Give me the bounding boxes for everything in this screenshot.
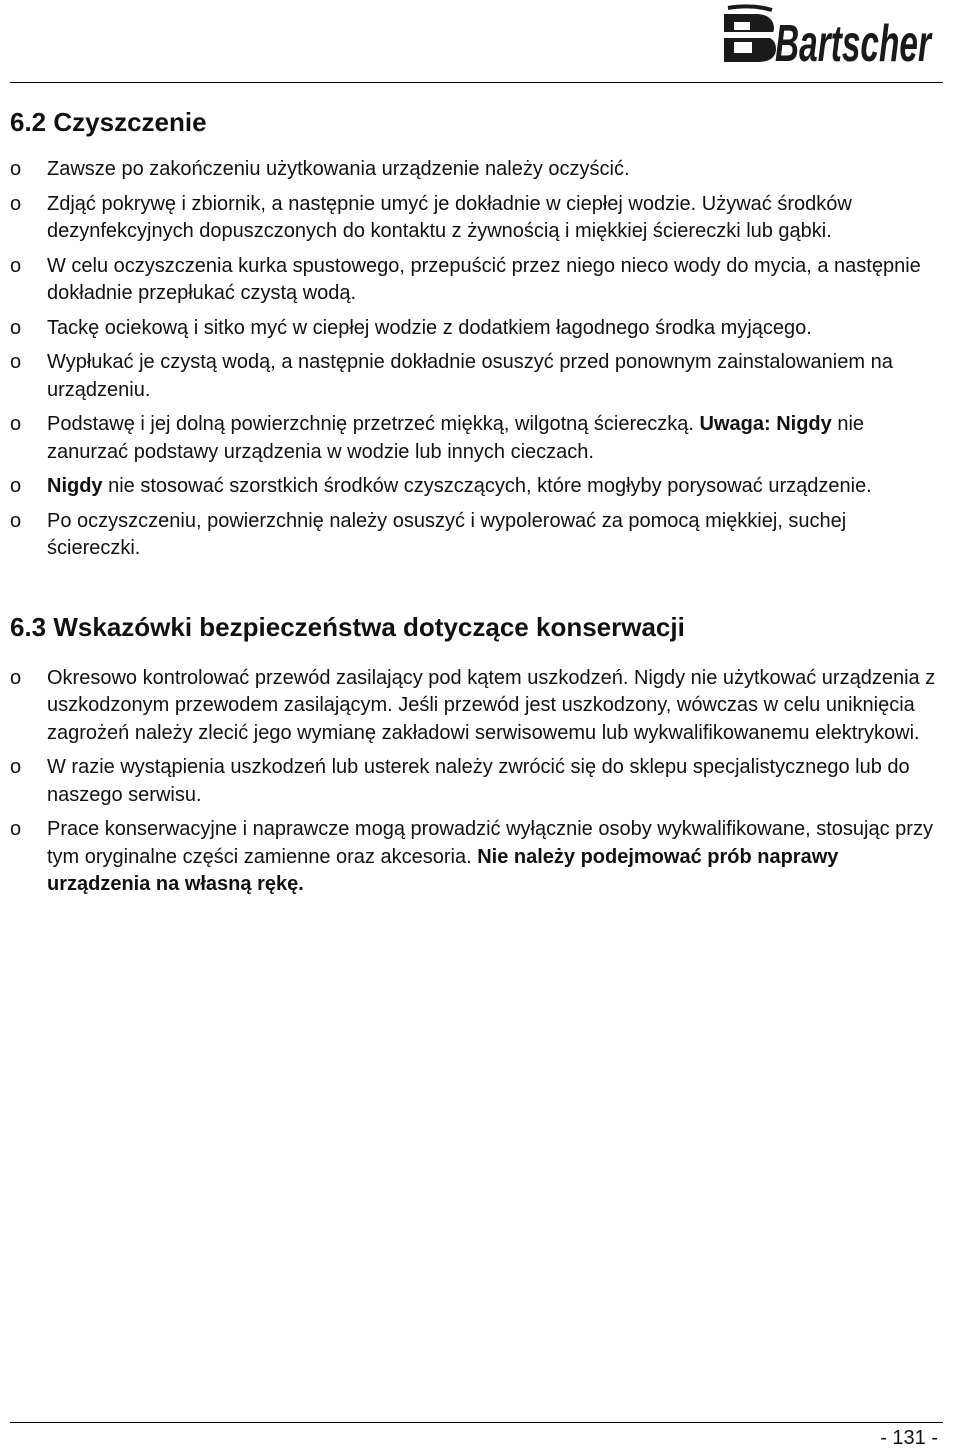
section-title-maintenance-safety: 6.3 Wskazówki bezpieczeństwa dotyczące konserwacji: [10, 611, 685, 642]
emphasis-text: Nigdy: [47, 475, 103, 497]
list-bullet: o: [10, 413, 22, 435]
list-item: [10, 191, 945, 246]
list-item: [10, 315, 945, 343]
list-item: [10, 349, 945, 404]
item-text: Podstawę i jej dolną powierzchnię przetrzeć miękką, wilgotną ściereczką.: [47, 413, 700, 435]
brand-logo: [722, 4, 934, 68]
list-bullet: o: [10, 351, 22, 373]
item-text: nie zanurzać podstawy urządzenia w wodzie lub innych cieczach.: [47, 413, 865, 463]
page-number: - 131 -: [880, 1427, 938, 1449]
list-item: [10, 665, 945, 748]
item-text: Wypłukać je czystą wodą, a następnie dokładnie osuszyć przed ponownym zainstalowaniem na urządzeniu.: [47, 351, 893, 401]
header-divider: [10, 82, 943, 83]
list-bullet: o: [10, 158, 22, 180]
footer-divider: [10, 1422, 943, 1423]
list-bullet: o: [10, 254, 22, 277]
brand-logo-graphic: [722, 4, 934, 68]
list-item: [10, 253, 945, 308]
list-item: [10, 508, 945, 563]
maintenance-safety-list: [10, 665, 945, 899]
item-text: nie stosować szorstkich środków czyszczących, które mogłyby porysować urządzenie.: [102, 475, 872, 497]
item-text: W razie wystąpienia uszkodzeń lub usterek należy zwrócić się do sklepu specjalistycznego lub do naszego serwisu.: [47, 756, 910, 806]
list-bullet: o: [10, 818, 22, 840]
list-bullet: o: [10, 475, 22, 497]
list-item: [10, 816, 945, 899]
item-text: Po oczyszczeniu, powierzchnię należy osuszyć i wypolerować za pomocą miękkiej, suchej ściereczki.: [47, 509, 847, 559]
item-text: Zdjąć pokrywę i zbiornik, a następnie umyć je dokładnie w ciepłej wodzie. Używać środków dezynfekcyjnych dopuszczonych do kontaktu z żywnością i miękkiej ściereczki lub gąbki.: [47, 192, 852, 242]
emphasis-text: Uwaga: Nigdy: [699, 413, 832, 435]
item-text: Zawsze po zakończeniu użytkowania urządzenie należy oczyścić.: [47, 158, 630, 180]
list-item: [10, 411, 945, 466]
item-text: Tackę ociekową i sitko myć w ciepłej wodzie z dodatkiem łagodnego środka myjącego.: [47, 316, 812, 339]
list-bullet: o: [10, 756, 22, 778]
list-item: [10, 156, 945, 184]
page-content: [10, 104, 945, 906]
list-bullet: o: [10, 666, 22, 689]
brand-logo-text: Bartscher: [775, 15, 933, 68]
list-bullet: o: [10, 316, 22, 339]
section-title-cleaning: 6.2 Czyszczenie: [10, 107, 207, 137]
cleaning-list: [10, 156, 945, 563]
emphasis-text: Nie należy podejmować prób naprawy urządzenia na własną rękę.: [47, 845, 839, 895]
list-bullet: o: [10, 509, 22, 532]
item-text: Okresowo kontrolować przewód zasilający pod kątem uszkodzeń. Nigdy nie użytkować urządzenia z uszkodzonym przewodem zasilającym. Jeśli przewód jest uszkodzony, wówczas w celu uniknięcia zagrożeń należy zlecić jego wymianę zakładowi serwisowemu lub wykwalifikowanemu elektrykowi.: [47, 666, 936, 744]
list-item: [10, 473, 945, 501]
item-text: Prace konserwacyjne i naprawcze mogą prowadzić wyłącznie osoby wykwalifikowane, stosując przy tym oryginalne części zamienne oraz akcesoria.: [47, 818, 933, 868]
list-bullet: o: [10, 192, 22, 215]
list-item: [10, 754, 945, 809]
item-text: W celu oczyszczenia kurka spustowego, przepuścić przez niego nieco wody do mycia, a następnie dokładnie przepłukać czystą wodą.: [47, 254, 921, 304]
